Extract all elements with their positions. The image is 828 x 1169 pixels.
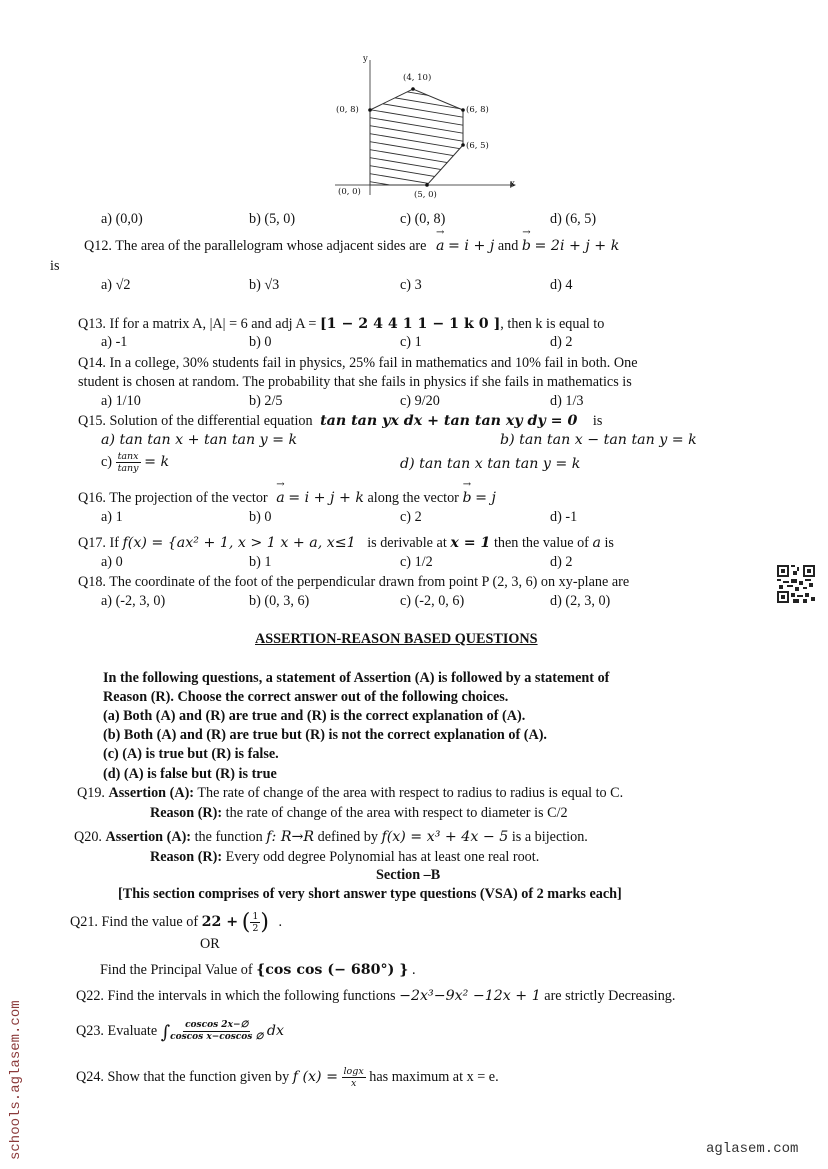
- reason-line: [150, 849, 539, 866]
- cubic-function: f(x) = x³ + 4x − 5: [381, 829, 509, 845]
- alternate-question: [100, 962, 415, 979]
- fraction-denominator: x: [350, 1078, 357, 1089]
- option-d: d) 2: [550, 334, 573, 350]
- option-d: d) tan tan x tan tan y = k: [400, 456, 581, 472]
- vec-b-symbol: b: [462, 490, 472, 506]
- vector-arrow-icon: →: [462, 479, 472, 490]
- instruction-choice: (a) Both (A) and (R) are true and (R) is the correct explanation of (A).: [103, 708, 526, 724]
- question-text: [70, 910, 282, 935]
- q21-text: Q21. Find the value of: [70, 914, 199, 930]
- q13-text-post: , then k is equal to: [500, 316, 605, 332]
- vector-b: [462, 479, 472, 506]
- option-d: d) -1: [550, 509, 578, 525]
- option-a: a) -1: [101, 334, 128, 350]
- assertion-text-post: is a bijection.: [511, 829, 588, 845]
- x-axis-label: x: [510, 179, 515, 189]
- section-heading: ASSERTION-REASON BASED QUESTIONS: [255, 631, 538, 647]
- instruction-line: Reason (R). Choose the correct answer out of the following choices.: [103, 689, 509, 705]
- option-a: a) (-2, 3, 0): [101, 593, 166, 609]
- fraction-numerator: logx: [343, 1066, 364, 1077]
- q23-text: Q23. Evaluate: [76, 1022, 158, 1039]
- fraction-numerator: tanx: [117, 451, 139, 462]
- section-subtitle: [This section comprises of very short answer type questions (VSA) of 2 marks each]: [118, 886, 622, 902]
- function-mapping: f: R→R: [266, 829, 315, 845]
- instruction-choice: (c) (A) is true but (R) is false.: [103, 746, 279, 762]
- option-b: b) (0, 3, 6): [249, 593, 310, 609]
- q17-point: x = 1: [450, 535, 491, 551]
- question-text: [78, 316, 604, 333]
- option-c-prefix: c): [101, 453, 113, 470]
- q16-mid-text: along the vector: [367, 490, 459, 506]
- q21-expression: 22 +: [201, 914, 239, 930]
- option-a: a) 1/10: [101, 393, 141, 409]
- vector-a: [276, 479, 285, 506]
- reason-label: Reason (R):: [150, 849, 223, 865]
- side-watermark: schools.aglasem.com: [8, 1000, 24, 1160]
- fraction-denominator: coscos x−coscos ∅: [170, 1032, 264, 1042]
- option-c: c) 2: [400, 509, 422, 525]
- and-word: and: [497, 238, 519, 254]
- q22-text-pre: Q22. Find the intervals in which the following functions: [76, 988, 396, 1004]
- question-text: [78, 535, 614, 552]
- fraction-denominator: 2: [252, 923, 259, 935]
- q17-text-mid: is derivable at: [367, 535, 447, 551]
- option-b: b) 0: [249, 334, 272, 350]
- adjoint-matrix: [1 − 2 4 4 1 1 − 1 k 0 ]: [319, 316, 501, 332]
- option-c: c) (-2, 0, 6): [400, 593, 465, 609]
- polynomial-function: −2x³−9x² −12x + 1: [399, 988, 541, 1004]
- assertion-text: The rate of change of the area with respect to radius to radius is equal to C.: [197, 785, 624, 801]
- option-c: c) 1: [400, 334, 422, 350]
- integral-sign: ∫: [160, 1021, 171, 1043]
- q17-text-pre: Q17. If: [78, 535, 119, 551]
- q15-text: Q15. Solution of the differential equation: [78, 413, 313, 429]
- vector-a-expression: = i + j: [448, 238, 495, 254]
- assertion-label: Assertion (A):: [108, 785, 195, 801]
- vector-arrow-icon: →: [436, 227, 445, 238]
- option-b: b) (5, 0): [249, 211, 296, 227]
- question-text: [76, 988, 675, 1005]
- option-c: c) 1/2: [400, 554, 433, 570]
- q12-text: Q12. The area of the parallelogram whose adjacent sides are: [84, 238, 427, 254]
- option-a: a) 1: [101, 509, 123, 525]
- assertion-label: Assertion (A):: [105, 829, 192, 845]
- differential: dx: [266, 1022, 284, 1039]
- right-paren: ): [260, 910, 269, 935]
- option-d: d) (6, 5): [550, 211, 597, 227]
- question-text: [78, 479, 496, 507]
- option-a: a) (0,0): [101, 211, 143, 227]
- option-c: c) 3: [400, 277, 422, 293]
- vector-b-expression: = 2i + j + k: [534, 238, 620, 254]
- alt-tail: .: [411, 962, 416, 978]
- fraction-denominator: tany: [117, 463, 139, 474]
- vec-a-symbol: a: [276, 490, 285, 506]
- option-c-suffix: = k: [144, 453, 170, 470]
- option-c: c) (0, 8): [400, 211, 446, 227]
- function-notation: f (x) =: [292, 1068, 338, 1085]
- q24-text-post: has maximum at x = e.: [369, 1068, 499, 1085]
- vector-a-expression: = i + j + k: [288, 490, 364, 506]
- q17-tail: is: [604, 535, 614, 551]
- reason-text: the rate of change of the area with respect to diameter is C/2: [225, 805, 568, 821]
- reason-line: [150, 805, 568, 822]
- option-d: d) 1/3: [550, 393, 584, 409]
- vector-arrow-icon: →: [522, 227, 531, 238]
- option-b: b) 0: [249, 509, 272, 525]
- differential-equation: tan tan yx dx + tan tan xy dy = 0: [320, 413, 578, 429]
- vertex-label: (0, 8): [336, 105, 359, 115]
- option-c: [101, 451, 169, 474]
- option-d: d) 2: [550, 554, 573, 570]
- fraction-numerator: 1: [252, 911, 259, 923]
- vector-arrow-icon: →: [276, 479, 285, 490]
- assertion-text-pre: the function: [194, 829, 263, 845]
- option-b: b) 1: [249, 554, 272, 570]
- piecewise-function: f(x) = {ax² + 1, x > 1 x + a, x≤1: [122, 535, 356, 551]
- instruction-choice: (b) Both (A) and (R) are true but (R) is not the correct explanation of (A).: [103, 727, 547, 743]
- option-b: b) 2/5: [249, 393, 283, 409]
- question-line-2: student is chosen at random. The probability that she fails in physics if she fails in mathematics is: [78, 374, 632, 390]
- vec-b-symbol: b: [521, 238, 531, 254]
- integrand-fraction: [170, 1020, 263, 1043]
- q15-tail: is: [592, 413, 603, 429]
- reason-label: Reason (R):: [150, 805, 223, 821]
- y-axis-label: y: [363, 54, 368, 64]
- question-text: [84, 227, 620, 255]
- question-line-1: Q14. In a college, 30% students fail in physics, 25% fail in mathematics and 10% fail in both. One: [78, 355, 638, 371]
- option-c-fraction: [116, 451, 141, 474]
- option-a: a) tan tan x + tan tan y = k: [101, 432, 298, 448]
- bottom-watermark: aglasem.com: [706, 1141, 799, 1157]
- or-separator: OR: [200, 936, 220, 952]
- q22-text-post: are strictly Decreasing.: [544, 988, 676, 1004]
- q13-text-pre: Q13. If for a matrix A, |A| = 6 and adj A =: [78, 316, 320, 332]
- vertex-label: (6, 8): [466, 105, 489, 115]
- question-number: Q20.: [74, 829, 102, 845]
- vertex-label: (6, 5): [466, 141, 489, 151]
- option-b: b) √3: [249, 277, 280, 293]
- left-paren: (: [241, 910, 251, 935]
- q17-variable: a: [592, 535, 601, 551]
- question-number: Q19.: [77, 785, 105, 801]
- question-text: [76, 1066, 499, 1089]
- option-a: a) 0: [101, 554, 123, 570]
- question-text: Q18. The coordinate of the foot of the perpendicular drawn from point P (2, 3, 6) on xy-plane are: [78, 574, 630, 590]
- assertion-text-mid: defined by: [317, 829, 378, 845]
- assertion-line: [74, 829, 588, 846]
- principal-value-expression: {cos cos (− 680°) }: [256, 962, 409, 978]
- feasible-region-graph: [330, 50, 530, 200]
- vertex-label: (4, 10): [403, 73, 432, 83]
- alt-text: Find the Principal Value of: [100, 962, 253, 978]
- qr-code-icon: [777, 565, 815, 603]
- vector-a: [436, 227, 445, 254]
- q24-text-pre: Q24. Show that the function given by: [76, 1068, 290, 1085]
- instruction-choice: (d) (A) is false but (R) is true: [103, 766, 277, 782]
- q21-tail: .: [278, 914, 283, 930]
- instruction-line: In the following questions, a statement of Assertion (A) is followed by a statement of: [103, 670, 610, 686]
- log-fraction: [342, 1066, 366, 1089]
- vec-a-symbol: a: [436, 238, 445, 254]
- vertex-label: (0, 0): [338, 187, 361, 197]
- question-text: [78, 413, 602, 430]
- qr-code[interactable]: [777, 565, 815, 603]
- option-b: b) tan tan x − tan tan y = k: [500, 432, 697, 448]
- section-title: Section –B: [376, 867, 441, 883]
- option-c: c) 9/20: [400, 393, 440, 409]
- half-fraction: [250, 911, 260, 934]
- q16-text: Q16. The projection of the vector: [78, 490, 268, 506]
- q17-text-post: then the value of: [493, 535, 589, 551]
- option-a: a) √2: [101, 277, 131, 293]
- assertion-line: [77, 785, 623, 802]
- question-tail: is: [50, 258, 60, 274]
- vertex-label: (5, 0): [414, 190, 437, 200]
- question-text: [76, 1020, 284, 1043]
- reason-text: Every odd degree Polynomial has at least one real root.: [225, 849, 540, 865]
- vector-b-expression: = j: [475, 490, 496, 506]
- option-d: d) 4: [550, 277, 573, 293]
- vector-b: [521, 227, 531, 254]
- option-d: d) (2, 3, 0): [550, 593, 611, 609]
- fraction-numerator: coscos 2x−∅: [185, 1020, 249, 1030]
